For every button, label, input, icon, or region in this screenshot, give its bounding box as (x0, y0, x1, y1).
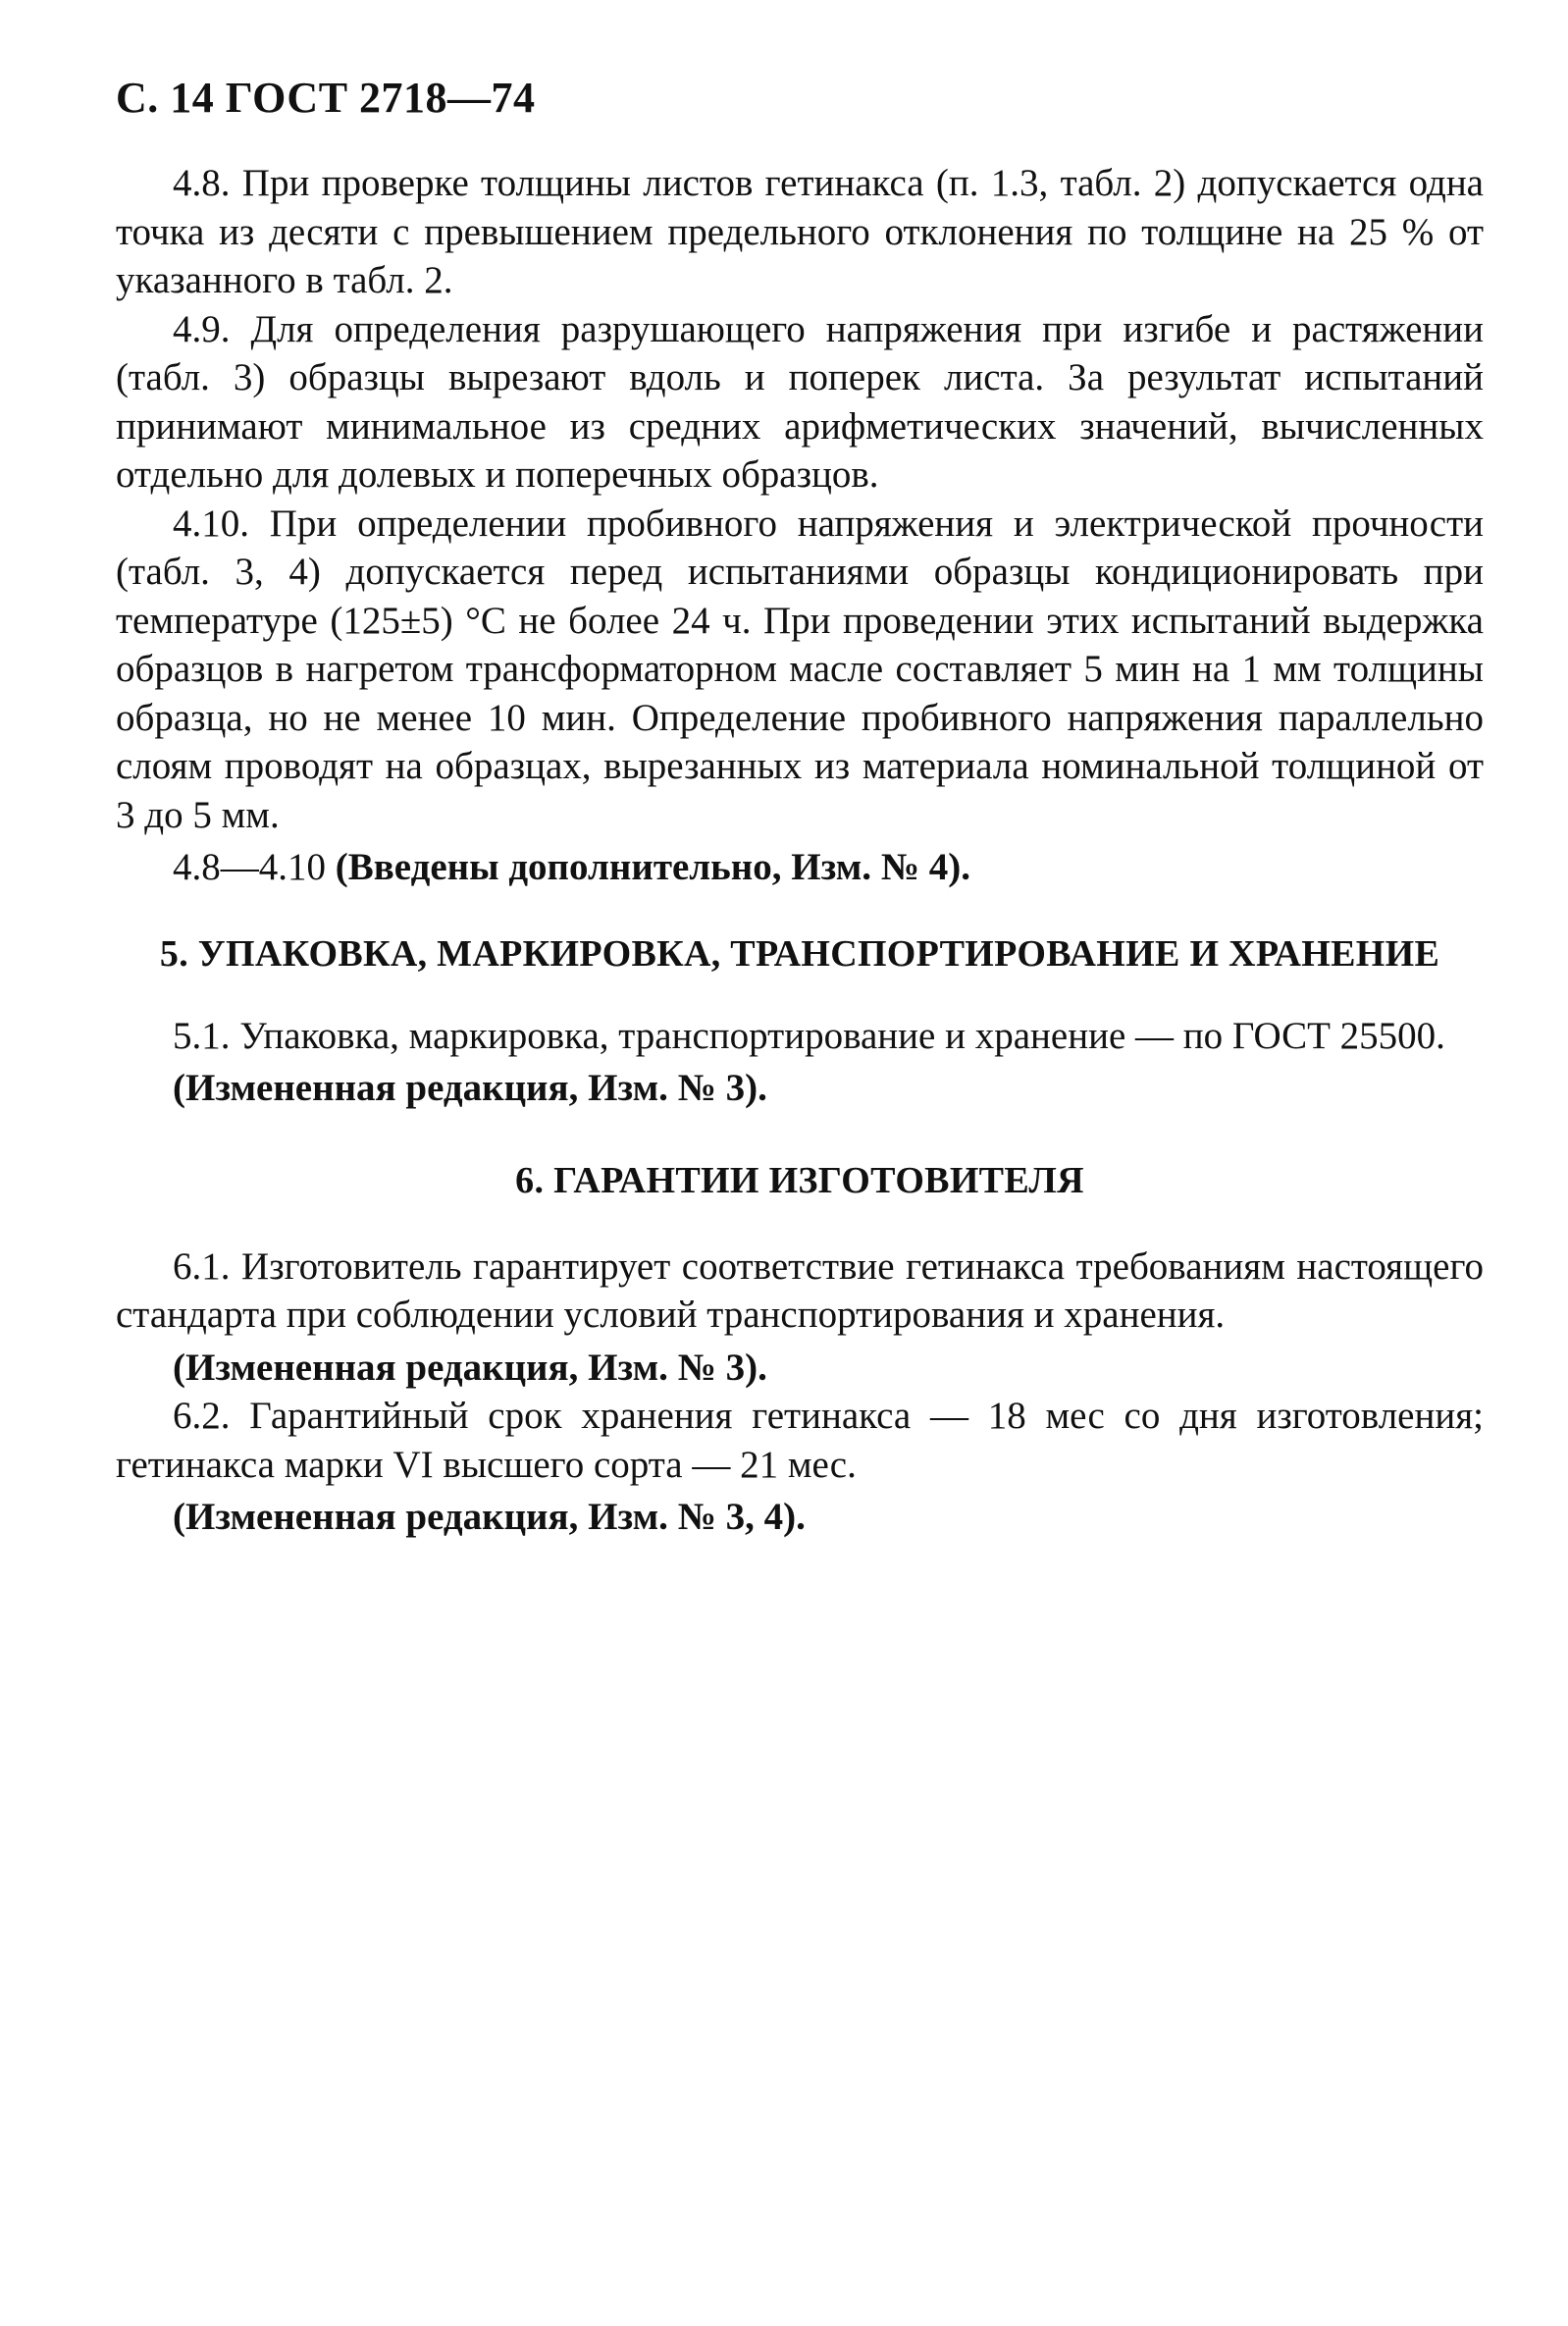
amendment-note-ref: 4.8—4.10 (173, 846, 326, 888)
clause-4-9: 4.9. Для определения разрушающего напряжения при изгибе и растяжении (табл. 3) образцы вырезают вдоль и поперек листа. За результат испытаний принимают минимальное из средних арифметических значений, вычисленных отдельно для долевых и поперечных образцов. (116, 307, 1484, 496)
clause-6-1: 6.1. Изготовитель гарантирует соответствие гетинакса требованиям настоящего стандарта при соблюдении условий транспортирования и хранения. (116, 1244, 1484, 1336)
amendment-note-6-2: (Измененная редакция, Изм. № 3, 4). (173, 1496, 806, 1538)
clause-6-2: 6.2. Гарантийный срок хранения гетинакса — 18 мес со дня изготовления; гетинакса марки VI высшего сорта — 21 мес. (116, 1395, 1484, 1486)
amendment-note-6-1: (Измененная редакция, Изм. № 3). (173, 1346, 767, 1389)
section-5-heading: 5. УПАКОВКА, МАРКИРОВКА, ТРАНСПОРТИРОВАНИЕ И ХРАНЕНИЕ (159, 932, 1440, 975)
clause-4-8: 4.8. При проверке толщины листов гетинакса (п. 1.3, табл. 2) допускается одна точка из десяти с превышением предельного отклонения по толщине на 25 % от указанного в табл. 2. (116, 162, 1484, 301)
section-6-heading: 6. ГАРАНТИИ ИЗГОТОВИТЕЛЯ (515, 1159, 1084, 1201)
clause-5-1: 5.1. Упаковка, маркировка, транспортирование и хранение — по ГОСТ 25500. (173, 1014, 1445, 1057)
page-header: С. 14 ГОСТ 2718—74 (116, 74, 536, 122)
amendment-note-text: (Введены дополнительно, Изм. № 4). (335, 846, 970, 888)
amendment-note-5-1: (Измененная редакция, Изм. № 3). (173, 1067, 767, 1109)
clause-4-10: 4.10. При определении пробивного напряжения и электрической прочности (табл. 3, 4) допускается перед испытаниями образцы кондиционировать при температуре (125±5) °С не более 24 ч. При проведении этих испытаний выдержка образцов в нагретом трансформаторном масле составляет 5 мин на 1 мм толщины образца, но не менее 10 мин. Определение пробивного напряжения параллельно слоям проводят на образцах, вырезанных из материала номинальной толщиной от 3 до 5 мм. (116, 502, 1484, 836)
amendment-note-4-8-4-10 (116, 843, 1484, 892)
document-body (116, 159, 1484, 1542)
